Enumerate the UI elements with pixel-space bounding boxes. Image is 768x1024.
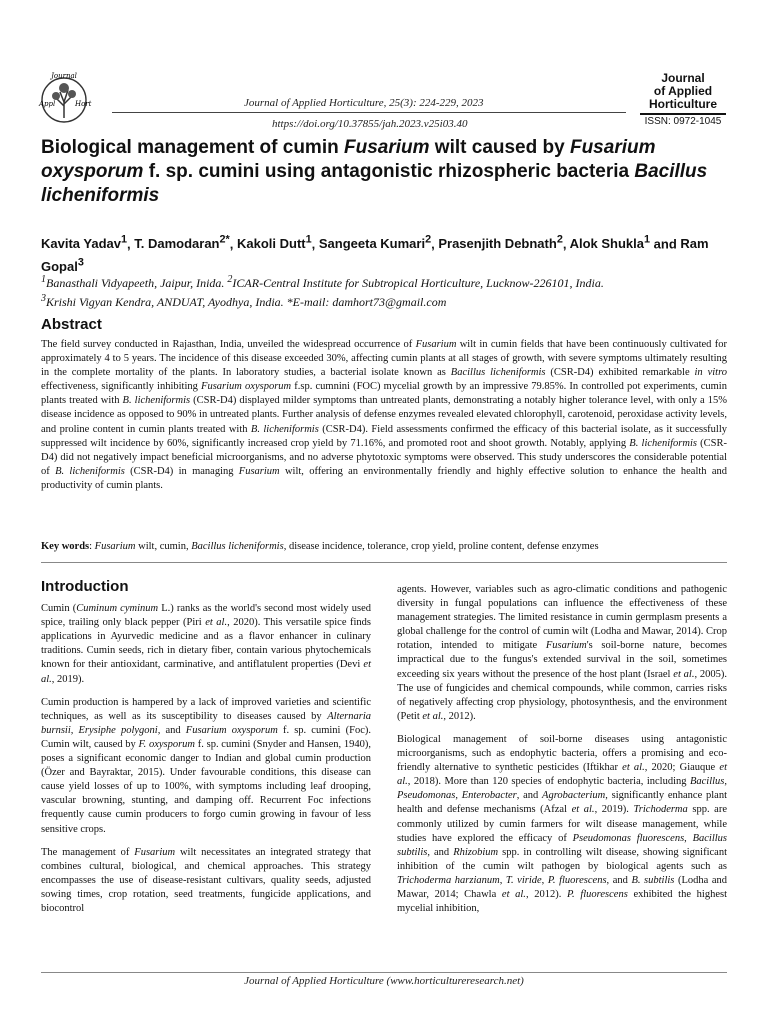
italic-run: et al. <box>422 710 444 722</box>
text-run: exhibited the highest mycelial inhibition, <box>397 888 727 915</box>
text-run: , 2005). The use of fungicides and chemical compounds, while common, carries risks of negatively affecting crop physiology, photosynthesis, and the environment (Petit <box>397 668 727 722</box>
italic-run: B. subtilis <box>631 874 675 886</box>
italic-run: et al. <box>622 762 645 774</box>
abstract-body <box>41 338 727 493</box>
italic-run: Fusarium <box>415 339 457 350</box>
title-italic: Bacillus licheniformis <box>41 161 708 206</box>
italic-run: in vitro <box>694 367 728 379</box>
tree-logo-icon <box>36 70 92 126</box>
italic-run: B. licheniformis <box>629 437 697 449</box>
text-run: The management of <box>41 846 135 858</box>
text-run: wilt necessitates an integrated strategy that combines cultural, biological, and chemical approaches. This strategy encompasses the use of disease-resistant cultivars, quality seeds, adjusted sowing times, crop rotation, seed treatments, fungicide applications, and biocontrol <box>41 846 371 914</box>
italic-run: Agrobacterium <box>542 790 606 802</box>
italic-run: Bacillus subtilis <box>397 832 728 858</box>
italic-run: Fusarium <box>238 465 280 477</box>
text-run: Cumin production is hampered by a lack of improved varieties and scientific techniques, as well as its susceptibility to diseases caused by <box>41 696 371 722</box>
title-italic: Fusarium oxysporum <box>41 137 656 182</box>
journal-name-box <box>640 72 726 127</box>
text-run: , <box>541 874 548 886</box>
journal-name-line: of Applied <box>653 84 713 98</box>
author: Kakoli Dutt$^1$ <box>236 234 312 252</box>
text-run: , 2020). This versatile spice finds applications in Ayurvedic medicine and as a flavor enhancer in culinary traditions. Cumin seeds, rich in dietary fiber, contain various phytochemicals known for their antioxidant, carminative, and antiflatulent properties (Devi <box>41 617 372 671</box>
paragraph <box>41 696 371 837</box>
journal-logo <box>36 70 92 126</box>
paragraph <box>41 846 371 916</box>
text-run: Biological management of soil-borne diseases using antagonistic microorganisms, such as endophytic bacteria, offers a promising and eco-friendly alternative to synthetic pesticides (Iftikhar <box>397 733 727 774</box>
paragraph <box>41 602 371 687</box>
section-divider <box>41 562 727 563</box>
italic-run: Trichoderma <box>633 804 688 816</box>
bold-run: Key words <box>41 541 90 552</box>
page-footer: Journal of Applied Horticulture (www.horticultureresearch.net) <box>244 975 524 987</box>
text-run: (CSR-D4) did not negatively impact beneficial microorganisms, and no adverse phytotoxic symptoms were observed. This study underscores the considerable potential of <box>41 437 727 477</box>
author-list: Kavita Yadav$^1$, T. Damodaran$^{2*}$, Kakoli Dutt$^1$, Sangeeta Kumari$^2$, Prasenjith Debnath$^2$, Alok Shukla$^1$ and Ram Gopal$^3$ <box>41 234 709 274</box>
journal-name-line: Horticulture <box>648 97 717 111</box>
logo-left-text: Appl <box>39 100 56 108</box>
author: Alok Shukla$^1$ <box>569 234 651 252</box>
italic-run: Bacillus licheniformis <box>191 541 284 552</box>
author: Prasenjith Debnath$^2$ <box>438 234 563 252</box>
italic-run: B. licheniformis <box>250 423 319 435</box>
title-text: wilt caused by <box>429 137 570 158</box>
text-run: 's soil-borne nature, becomes impractical due to the fungus's extended survival in the soil, sometimes exceeding six years without the presence of the host plant (Israel <box>397 640 728 680</box>
text-run: spp. are commonly utilized by cumin farmers for wilt disease management, while studies have explored the efficacy of <box>397 804 728 844</box>
text-run: (CSR-D4). Field assessments confirmed the efficacy of this bacterial isolate, as it successfully suppressed wilt incidence by 60%, significantly increased crop yield by 71.16%, and promoted root and shoot growth. Notably, applying <box>41 423 727 449</box>
italic-run: Fusarium <box>134 846 176 858</box>
affiliations <box>41 272 731 310</box>
text-run: , 2012). <box>525 888 567 900</box>
issn: ISSN: 0972-1045 <box>644 116 722 127</box>
abstract-heading: Abstract <box>41 316 102 333</box>
author: Kavita Yadav$^1$ <box>41 234 128 252</box>
header-rule <box>112 112 626 113</box>
italic-run: B. licheniformis <box>55 465 125 477</box>
italic-run: P. fluorescens <box>547 874 607 886</box>
running-title: Journal of Applied Horticulture, 25(3): 224-229, 2023 <box>244 97 484 109</box>
doi-link[interactable]: https://doi.org/10.37855/jah.2023.v25i03.40 <box>272 118 468 130</box>
text-run: , <box>724 776 727 788</box>
left-column <box>41 580 371 925</box>
italic-run: F. oxysporum <box>138 738 196 750</box>
logo-top-text: Journal <box>51 72 77 80</box>
italic-run: Cuminum cyminum <box>76 603 159 615</box>
text-run: spp. in controlling wilt disease, showing significant inhibition of the cumin wilt pathogen by biological agents such as <box>397 846 727 872</box>
italic-run: T. viride <box>505 874 542 886</box>
text-run: , and <box>516 790 543 802</box>
text-run: agents. However, variables such as agro-climatic conditions and pathogenic diversity in fungal populations can influence the effectiveness of these management strategies. The limited resistance in cumin germplasm presents a global challenge for the control of cumin wilt (Lodha and Mawar, 2014). Crop rotation, intended to mitigate <box>397 584 727 652</box>
text-run: , 2019). <box>594 804 634 816</box>
italic-run: Pseudomonas <box>397 790 456 802</box>
text-run: , disease incidence, tolerance, crop yield, proline content, defense enzymes <box>283 541 599 552</box>
italic-run: P. fluorescens <box>567 888 628 900</box>
footer-rule <box>41 972 727 973</box>
paragraph <box>397 733 727 916</box>
italic-run: et al. <box>397 762 727 788</box>
text-run: f.sp. cumnini (FOC) mycelial growth by an impressive 79.85%. In controlled pot experiments, cumin plants treated with <box>41 381 727 407</box>
text-run: , 2019). <box>51 673 85 685</box>
text-run: wilt, cumin, <box>135 541 192 552</box>
affiliation-line: $^1$Banasthali Vidyapeeth, Jaipur, Inida. $^2$ICAR-Central Institute for Subtropical Horticulture, Lucknow-226101, India. <box>41 274 604 290</box>
italic-run: Trichoderma harzianum <box>397 874 500 886</box>
text-run: effectiveness, significantly inhibiting <box>41 381 202 393</box>
text-run: , 2018). More than 120 species of endophytic bacteria, including <box>407 776 690 788</box>
italic-run: et al. <box>205 617 228 629</box>
italic-run: Pseudomonas fluorescens <box>572 832 685 844</box>
text-run: , 2012). <box>443 710 476 722</box>
text-run: L.) ranks as the world's second most widely used spice, trailing only black pepper (Piri <box>41 603 371 629</box>
affiliation-line: $^3$Krishi Vigyan Kendra, ANDUAT, Ayodhya, India. *E-mail: damhort73@gmail.com <box>41 293 447 309</box>
journal-divider <box>640 113 726 115</box>
italic-run: Bacillus <box>689 776 725 788</box>
keywords <box>41 540 727 554</box>
text-run: : <box>89 541 95 552</box>
text-run: wilt in cumin fields that have been continuously cultivated for approximately 4 to 5 years. The incidence of this disease exceeded 30%, affecting cumin plants at all stages of growth, with severe symptoms ultimately resulting in the complete mortality of the plants. In laboratory studies, a bacterial isolate known as <box>41 339 727 379</box>
text-run: (Lodha and Mawar, 2014; Chawla <box>397 874 728 900</box>
italic-run: Alternaria burnsii, Erysiphe polygoni, <box>41 710 371 736</box>
text-run: , 2020; Giauque <box>644 762 720 774</box>
italic-run: Fusarium oxysporum <box>201 381 292 393</box>
italic-run: Rhizobium <box>453 846 499 858</box>
text-run: , and <box>427 846 454 858</box>
text-run: (CSR-D4) displayed milder symptoms than untreated plants, demonstrating a notably higher tolerance level, with only a 15% disease incidence as opposed to 90% in untreated plants. Further analysis of defense enzymes revealed elevated chlorophyll, carotenoid, peroxidase activity levels, and proline content in cumin plants treated with <box>41 395 728 435</box>
author: T. Damodaran$^{2*}$ <box>134 234 230 252</box>
text-run: , <box>684 832 693 844</box>
italic-run: et al. <box>41 659 371 685</box>
text-run: f. sp. cumini (Snyder and Hansen, 1940), poses a significant economic danger to Indian and global cumin production (Özer and Bayraktar, 2015). Under favourable conditions, this disease can cause yield losses of up to 100%, with symptoms including leaf drooping, vascular browning, stunting, and damping off. Recurrent Foc infections frequently cause cumin producers to forgo cumin growing in favour of less sensitive crops. <box>41 738 372 835</box>
author: Ram Gopal$^3$ <box>41 236 709 274</box>
italic-run: et al. <box>501 888 526 900</box>
journal-name-line: Journal <box>661 71 705 85</box>
article-title <box>41 136 731 208</box>
text-run: , and <box>606 874 632 886</box>
right-column <box>397 583 727 925</box>
italic-run: et al. <box>673 668 695 680</box>
title-text: Biological management of cumin <box>41 137 344 158</box>
author: Sangeeta Kumari$^2$ <box>318 234 432 252</box>
logo-right-text: Hort <box>75 100 92 108</box>
italic-run: Bacillus licheniformis <box>450 367 546 379</box>
italic-run: Fusarium oxysporum <box>185 724 278 736</box>
italic-run: Fusarium <box>94 541 136 552</box>
text-run: f. sp. cumini (Foc). Cumin wilt, caused by <box>41 724 371 750</box>
text-run: wilt, offering an environmentally friendly and highly effective solution to enhance the health and productivity of cumin plants. <box>41 465 728 491</box>
text-run: (CSR-D4) exhibited remarkable <box>545 367 695 379</box>
italic-run: Fusarium <box>545 640 587 652</box>
title-italic: Fusarium <box>344 137 430 158</box>
text-run: The field survey conducted in Rajasthan, India, unveiled the widespread occurrence of <box>41 339 416 350</box>
italic-run: Enterobacter <box>461 790 517 802</box>
text-run: , significantly enhance plant health and defense mechanisms (Afzal <box>397 790 727 816</box>
italic-run: et al. <box>571 804 595 816</box>
text-run: Cumin ( <box>41 603 77 615</box>
text-run: and <box>160 724 186 736</box>
text-run: , <box>499 874 506 886</box>
title-text: f. sp. cumini using antagonistic rhizospheric bacteria <box>143 161 635 182</box>
text-run: , <box>455 790 462 802</box>
text-run: (CSR-D4) in managing <box>124 465 239 477</box>
introduction-heading: Introduction <box>41 578 129 595</box>
paragraph <box>397 583 727 724</box>
italic-run: B. licheniformis <box>122 395 191 407</box>
